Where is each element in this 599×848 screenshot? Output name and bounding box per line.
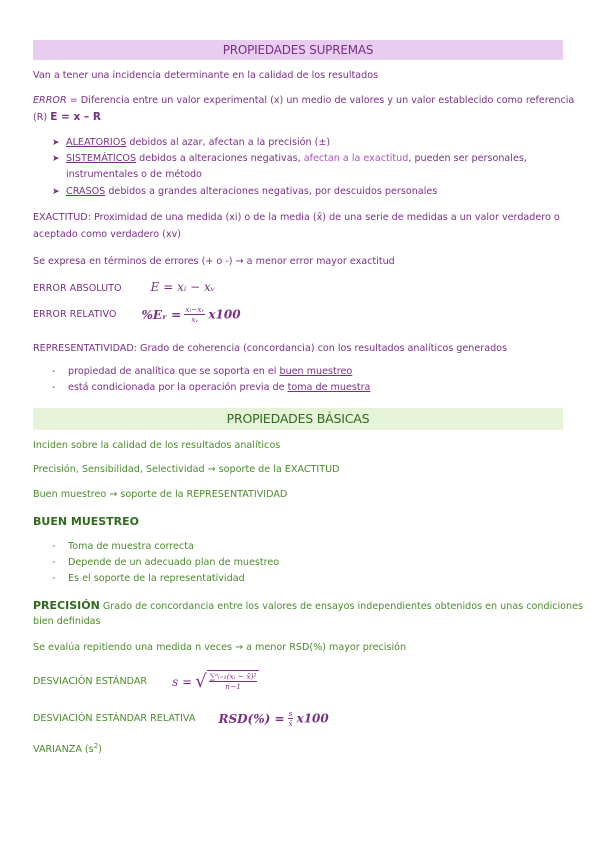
varianza-exponent: 2 <box>93 742 99 750</box>
error-definition-line2 <box>33 111 101 123</box>
rsd-fraction <box>288 709 294 728</box>
error-ref-prefix: (R) <box>33 112 51 123</box>
error-definition-line1 <box>33 95 574 106</box>
error-relativo-label: ERROR RELATIVO <box>33 309 117 320</box>
fraction-numerator: s <box>288 709 293 718</box>
fraction-numerator: xᵢ−xᵥ <box>185 305 205 314</box>
sistematicos-desc: debidos a alteraciones negativas, <box>136 153 304 164</box>
muestreo-item-text: Depende de un adecuado plan de muestreo <box>68 557 280 568</box>
error-absoluto-row <box>33 280 215 294</box>
arrow-bullet-icon: ➤ <box>52 154 60 164</box>
sqrt-icon: √ <box>195 671 207 692</box>
muestreo-item-text: Toma de muestra correcta <box>68 541 194 552</box>
desviacion-fraction <box>209 672 258 691</box>
error-relativo-row <box>33 305 241 324</box>
rep-item1-underlined: buen muestreo <box>279 366 353 377</box>
dash-bullet-icon: - <box>52 541 56 552</box>
varianza-close: ) <box>98 744 102 756</box>
aleatorios-desc: debidos al azar, afectan a la precisión (±) <box>126 137 331 148</box>
list-item-crasos <box>52 186 437 197</box>
rep-item2-underlined: toma de muestra <box>287 382 371 393</box>
crasos-desc: debidos a grandes alteraciones negativas, por descuidos personales <box>105 186 438 197</box>
rsd-suffix: x100 <box>296 711 329 726</box>
list-item-aleatorios <box>52 137 330 148</box>
desviacion-relativa-label: DESVIACIÓN ESTÁNDAR RELATIVA <box>33 713 196 724</box>
sistematicos-desc-rest: , pueden ser personales, <box>408 153 527 164</box>
muestreo-item-text: Es el soporte de la representatividad <box>68 573 245 584</box>
desviacion-lhs: s = <box>172 674 193 689</box>
exactitud-text: : Proximidad de una medida (xi) o de la media (x̄) de una serie de medidas a un valor verdadero o <box>87 212 560 223</box>
crasos-term: CRASOS <box>66 186 106 197</box>
fraction-denominator: xᵥ <box>191 315 199 324</box>
error-absoluto-formula: E = xᵢ − xᵥ <box>150 280 216 294</box>
buen-muestreo-title: BUEN MUESTREO <box>33 515 140 528</box>
section-header-basicas: PROPIEDADES BÁSICAS <box>33 408 563 430</box>
fraction-denominator: n−1 <box>225 682 242 691</box>
fraction-numerator: ∑ⁿᵢ₌₁(xᵢ − x̄)² <box>209 672 257 681</box>
precision-text: Grado de concordancia entre los valores de ensayos independientes obtenidos en unas condiciones <box>99 601 584 612</box>
representatividad-text: : Grado de coherencia (concordancia) con los resultados analíticos generados <box>133 343 508 354</box>
desviacion-relativa-row <box>33 709 329 728</box>
error-formula: E = x – R <box>50 111 101 123</box>
list-item-sistematicos <box>52 153 527 164</box>
representatividad-label: REPRESENTATIVIDAD <box>33 343 134 354</box>
intro-text: Van a tener una incidencia determinante en la calidad de los resultados <box>33 70 379 81</box>
rsd-lhs: RSD(%) = <box>218 711 285 726</box>
basicas-line3: Buen muestreo → soporte de la REPRESENTATIVIDAD <box>33 489 288 500</box>
arrow-bullet-icon: ➤ <box>52 187 60 197</box>
dash-bullet-icon: - <box>52 573 56 584</box>
dash-bullet-icon: - <box>52 557 56 568</box>
sistematicos-exactitud: afectan a la exactitud <box>303 153 409 164</box>
precision-line1 <box>33 599 583 612</box>
exactitud-line1 <box>33 212 560 223</box>
desviacion-row <box>33 670 259 692</box>
desviacion-label: DESVIACIÓN ESTÁNDAR <box>33 676 148 687</box>
error-relativo-fraction <box>184 305 205 324</box>
representatividad-item-1 <box>52 366 352 377</box>
arrow-bullet-icon: ➤ <box>52 138 60 148</box>
precision-line2: bien definidas <box>33 616 101 627</box>
exactitud-line2: aceptado como verdadero (xv) <box>33 229 182 240</box>
representatividad-item-2 <box>52 382 370 393</box>
desviacion-radicand <box>207 670 260 691</box>
varianza-text: VARIANZA (s <box>33 744 94 756</box>
rep-item1-text: propiedad de analítica que se soporta en el <box>68 366 280 377</box>
dash-bullet-icon: - <box>52 366 56 377</box>
basicas-line1: Inciden sobre la calidad de los resultados analíticos <box>33 440 281 451</box>
basicas-line2: Precisión, Sensibilidad, Selectividad → soporte de la EXACTITUD <box>33 464 340 475</box>
aleatorios-term: ALEATORIOS <box>66 137 127 148</box>
error-relativo-lhs: %Eᵣ = <box>141 307 182 322</box>
exactitud-label: EXACTITUD <box>33 212 88 223</box>
error-label: ERROR <box>33 95 67 106</box>
precision-eval: Se evalúa repitiendo una medida n veces → a menor RSD(%) mayor precisión <box>33 642 407 653</box>
section-header-supremas: PROPIEDADES SUPREMAS <box>33 40 563 60</box>
precision-title: PRECISIÓN <box>33 599 100 612</box>
error-absoluto-label: ERROR ABSOLUTO <box>33 283 122 294</box>
rep-item2-text: está condicionada por la operación previa de <box>68 382 288 393</box>
representatividad-line <box>33 343 507 354</box>
muestreo-item-1 <box>52 541 194 552</box>
dash-bullet-icon: - <box>52 382 56 393</box>
sistematicos-term: SISTEMÁTICOS <box>66 153 137 164</box>
muestreo-item-2 <box>52 557 279 568</box>
muestreo-item-3 <box>52 573 245 584</box>
sistematicos-line2: instrumentales o de método <box>66 169 202 180</box>
error-text: = Diferencia entre un valor experimental (x) un medio de valores y un valor establecido como referencia <box>66 95 575 106</box>
exactitud-expression: Se expresa en términos de errores (+ o -) → a menor error mayor exactitud <box>33 256 395 267</box>
error-relativo-suffix: x100 <box>208 307 241 322</box>
varianza-label <box>33 742 102 755</box>
fraction-denominator: x̄ <box>288 719 293 728</box>
